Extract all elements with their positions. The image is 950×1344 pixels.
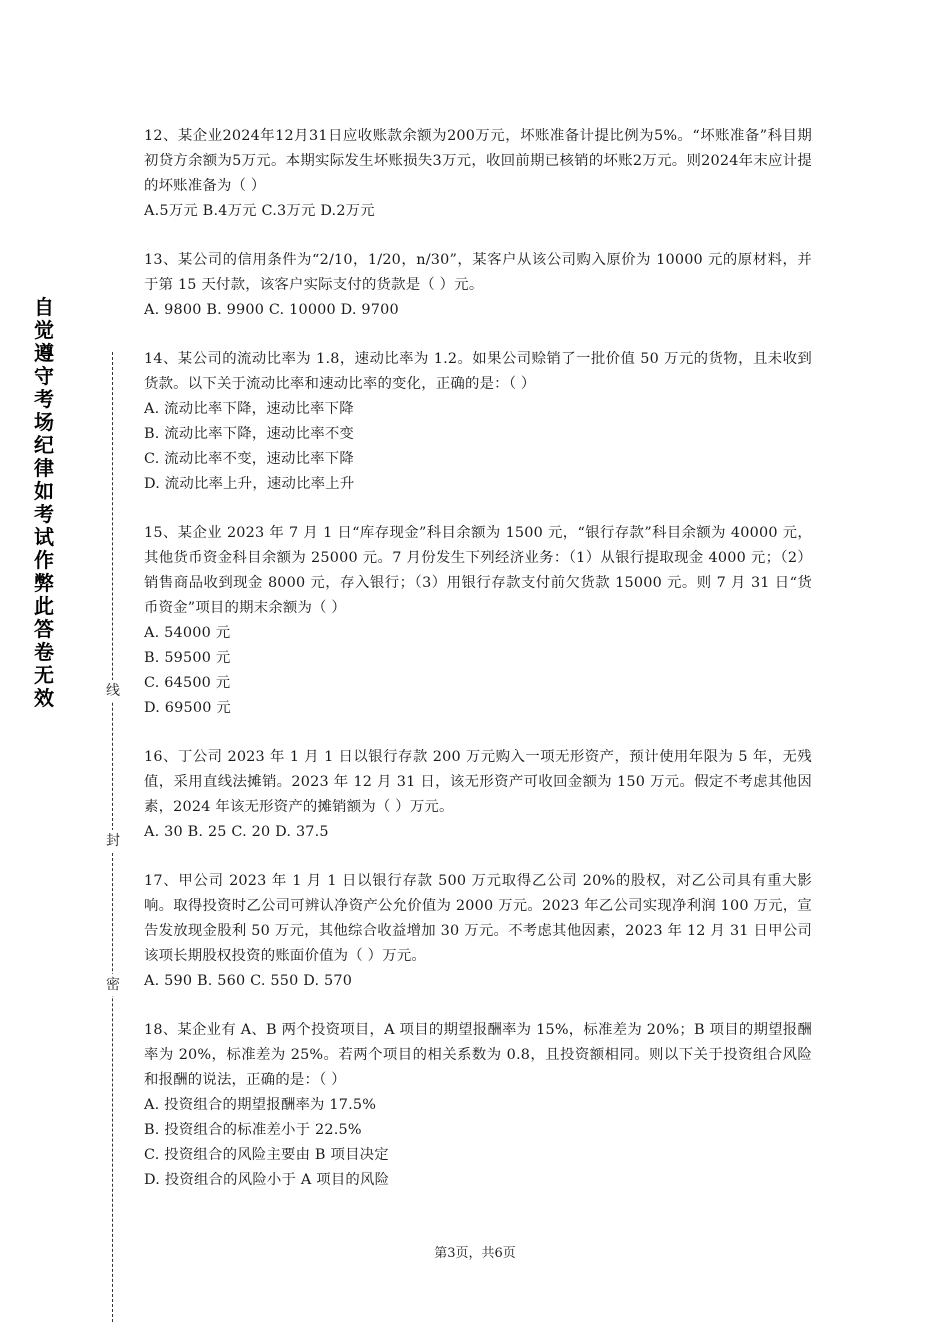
binding-label-mi: 密 — [104, 974, 122, 996]
binding-label-xian: 线 — [104, 680, 122, 702]
question-stem: 17、甲公司 2023 年 1 月 1 日以银行存款 500 万元取得乙公司 20%的股权，对乙公司具有重大影响。取得投资时乙公司可辨认净资产公允价值为 2000 万元。2023 年乙公司实现净利润 100 万元，宣告发放现金股利 50 万元，其他综合收益增加 30 万元。不考虑其他因素，2023 年 12 月 31 日甲公司该项长期股权投资的账面价值为（ ）万元。 — [144, 873, 812, 964]
question-stem: 15、某企业 2023 年 7 月 1 日“库存现金”科目余额为 1500 元，“银行存款”科目余额为 40000 元，其他货币资金科目余额为 25000 元。7 月份发生下列经济业务：（1）从银行提取现金 4000 元；（2）销售商品收到现金 8000 元，存入银行；（3）用银行存款支付前欠货款 15000 元。则 7 月 31 日“货币资金”项目的期末余额为（ ） — [144, 525, 812, 616]
option-b: B. 投资组合的标准差小于 22.5% — [144, 1122, 362, 1138]
question-14 — [144, 347, 812, 497]
option-b: B. 59500 元 — [144, 650, 231, 666]
option-b: B. 流动比率下降，速动比率不变 — [144, 426, 355, 442]
option-c: C. 64500 元 — [144, 675, 231, 691]
question-stem: 16、丁公司 2023 年 1 月 1 日以银行存款 200 万元购入一项无形资产，预计使用年限为 5 年，无残值，采用直线法摊销。2023 年 12 月 31 日，该无形资产可收回金额为 150 万元。假定不考虑其他因素，2024 年该无形资产的摊销额为（ ）万元。 — [144, 749, 812, 815]
question-options: A. 30 B. 25 C. 20 D. 37.5 — [144, 824, 329, 840]
question-stem: 12、某企业2024年12月31日应收账款余额为200万元，坏账准备计提比例为5%。“坏账准备”科目期初贷方余额为5万元。本期实际发生坏账损失3万元，收回前期已核销的坏账2万元。则2024年末应计提的坏账准备为（ ） — [144, 128, 812, 194]
question-options: A. 9800 B. 9900 C. 10000 D. 9700 — [144, 302, 399, 318]
binding-label-feng: 封 — [104, 830, 122, 852]
question-18 — [144, 1018, 812, 1193]
question-16 — [144, 745, 812, 845]
option-a: A. 投资组合的期望报酬率为 17.5% — [144, 1097, 377, 1113]
option-d: D. 69500 元 — [144, 700, 231, 716]
exam-discipline-notice: 自觉遵守考场纪律如考试作弊此答卷无效 — [34, 295, 54, 710]
question-stem: 18、某企业有 A、B 两个投资项目，A 项目的期望报酬率为 15%，标准差为 20%；B 项目的期望报酬率为 20%，标准差为 25%。若两个项目的相关系数为 0.8，且投资额相同。则以下关于投资组合风险和报酬的说法，正确的是：（ ） — [144, 1022, 812, 1088]
option-a: A. 54000 元 — [144, 625, 231, 641]
question-15 — [144, 521, 812, 721]
option-c: C. 流动比率不变，速动比率下降 — [144, 451, 354, 467]
question-options: A.5万元 B.4万元 C.3万元 D.2万元 — [144, 203, 375, 219]
question-12 — [144, 124, 812, 224]
page-number: 第3页，共6页 — [434, 1246, 516, 1261]
option-d: D. 投资组合的风险小于 A 项目的风险 — [144, 1172, 390, 1188]
question-list — [144, 124, 812, 1217]
option-d: D. 流动比率上升，速动比率上升 — [144, 476, 355, 492]
option-a: A. 流动比率下降，速动比率下降 — [144, 401, 354, 417]
question-stem: 14、某公司的流动比率为 1.8，速动比率为 1.2。如果公司赊销了一批价值 50 万元的货物，且未收到货款。以下关于流动比率和速动比率的变化，正确的是：（ ） — [144, 351, 812, 392]
question-stem: 13、某公司的信用条件为“2/10，1/20，n/30”，某客户从该公司购入原价为 10000 元的原材料，并于第 15 天付款，该客户实际支付的货款是（ ）元。 — [144, 252, 812, 293]
question-options: A. 590 B. 560 C. 550 D. 570 — [144, 973, 353, 989]
question-17 — [144, 869, 812, 994]
question-13 — [144, 248, 812, 323]
option-c: C. 投资组合的风险主要由 B 项目决定 — [144, 1147, 389, 1163]
